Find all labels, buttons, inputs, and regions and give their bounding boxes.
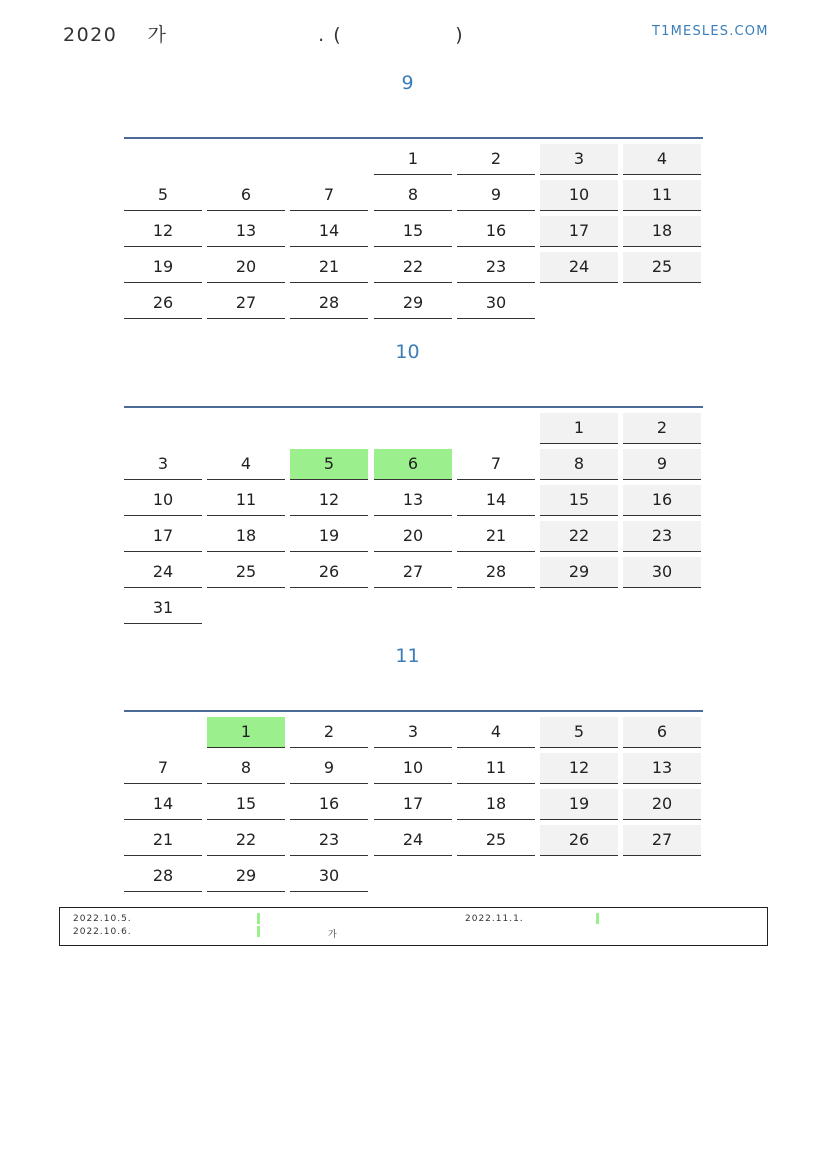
day-cell[interactable]: 6 <box>207 180 285 211</box>
week-row <box>124 820 703 856</box>
empty-day-cell <box>457 593 535 623</box>
day-cell[interactable]: 21 <box>457 521 535 552</box>
day-cell[interactable]: 19 <box>540 789 618 820</box>
month-title: 9 <box>401 72 414 94</box>
day-cell[interactable]: 17 <box>540 216 618 247</box>
day-cell[interactable]: 4 <box>207 449 285 480</box>
day-cell[interactable]: 18 <box>457 789 535 820</box>
week-row <box>124 784 703 820</box>
legend-date-1: 2022.10.5. <box>73 914 132 924</box>
empty-day-cell <box>207 144 285 174</box>
brand-link[interactable]: T1MESLES.COM <box>652 24 769 39</box>
day-cell[interactable]: 25 <box>207 557 285 588</box>
day-cell[interactable]: 23 <box>623 521 701 552</box>
day-cell[interactable]: 18 <box>623 216 701 247</box>
day-cell[interactable]: 24 <box>124 557 202 588</box>
day-cell[interactable]: 25 <box>623 252 701 283</box>
empty-day-cell <box>290 593 368 623</box>
empty-day-cell <box>540 861 618 891</box>
empty-day-cell <box>623 861 701 891</box>
month-calendar <box>124 710 703 892</box>
week-row <box>124 552 703 588</box>
day-cell[interactable]: 28 <box>124 861 202 892</box>
day-cell[interactable]: 27 <box>374 557 452 588</box>
holiday-marker-icon <box>257 913 260 924</box>
day-cell[interactable]: 8 <box>540 449 618 480</box>
day-cell[interactable]: 10 <box>124 485 202 516</box>
day-cell[interactable]: 27 <box>623 825 701 856</box>
day-cell[interactable]: 13 <box>207 216 285 247</box>
legend-text-2: 가 <box>328 930 338 940</box>
day-cell[interactable]: 1 <box>374 144 452 175</box>
day-cell[interactable]: 23 <box>457 252 535 283</box>
day-cell[interactable]: 13 <box>374 485 452 516</box>
holiday-marker-icon <box>257 926 260 937</box>
day-cell[interactable]: 28 <box>290 288 368 319</box>
day-cell[interactable]: 3 <box>540 144 618 175</box>
week-row <box>124 139 703 175</box>
empty-day-cell <box>207 593 285 623</box>
week-row <box>124 748 703 784</box>
week-row <box>124 516 703 552</box>
day-cell[interactable]: 27 <box>207 288 285 319</box>
day-cell[interactable]: 4 <box>623 144 701 175</box>
empty-day-cell <box>457 413 535 443</box>
day-cell[interactable]: 24 <box>540 252 618 283</box>
legend-date-2: 2022.10.6. <box>73 927 132 937</box>
day-cell[interactable]: 15 <box>540 485 618 516</box>
week-row <box>124 283 703 319</box>
day-cell[interactable]: 8 <box>374 180 452 211</box>
day-cell[interactable]: 30 <box>623 557 701 588</box>
holiday-legend <box>59 907 768 946</box>
empty-day-cell <box>540 593 618 623</box>
day-cell[interactable]: 6 <box>623 717 701 748</box>
day-cell[interactable]: 2 <box>457 144 535 175</box>
day-cell[interactable]: 7 <box>124 753 202 784</box>
empty-day-cell <box>124 413 202 443</box>
day-cell[interactable]: 25 <box>457 825 535 856</box>
day-cell[interactable]: 29 <box>207 861 285 892</box>
day-cell[interactable]: 3 <box>374 717 452 748</box>
day-cell[interactable]: 30 <box>457 288 535 319</box>
holiday-day-cell[interactable]: 1 <box>207 717 285 748</box>
day-cell[interactable]: 17 <box>374 789 452 820</box>
empty-day-cell <box>374 861 452 891</box>
week-row <box>124 444 703 480</box>
day-cell[interactable]: 12 <box>540 753 618 784</box>
day-cell[interactable]: 26 <box>540 825 618 856</box>
day-cell[interactable]: 11 <box>207 485 285 516</box>
day-cell[interactable]: 18 <box>207 521 285 552</box>
page-header-title: 2020 가 . ( ) <box>63 24 465 46</box>
day-cell[interactable]: 16 <box>623 485 701 516</box>
day-cell[interactable]: 1 <box>540 413 618 444</box>
day-cell[interactable]: 3 <box>124 449 202 480</box>
day-cell[interactable]: 23 <box>290 825 368 856</box>
empty-day-cell <box>374 413 452 443</box>
month-title: 11 <box>395 645 420 667</box>
day-cell[interactable]: 2 <box>290 717 368 748</box>
day-cell[interactable]: 22 <box>540 521 618 552</box>
day-cell[interactable]: 10 <box>374 753 452 784</box>
day-cell[interactable]: 12 <box>124 216 202 247</box>
day-cell[interactable]: 16 <box>290 789 368 820</box>
empty-day-cell <box>290 413 368 443</box>
holiday-day-cell[interactable]: 5 <box>290 449 368 480</box>
day-cell[interactable]: 5 <box>540 717 618 748</box>
empty-day-cell <box>374 593 452 623</box>
day-cell[interactable]: 30 <box>290 861 368 892</box>
day-cell[interactable]: 21 <box>124 825 202 856</box>
day-cell[interactable]: 17 <box>124 521 202 552</box>
week-row <box>124 211 703 247</box>
day-cell[interactable]: 29 <box>374 288 452 319</box>
day-cell[interactable]: 9 <box>290 753 368 784</box>
empty-day-cell <box>457 861 535 891</box>
day-cell[interactable]: 29 <box>540 557 618 588</box>
day-cell[interactable]: 13 <box>623 753 701 784</box>
day-cell[interactable]: 20 <box>207 252 285 283</box>
empty-day-cell <box>124 144 202 174</box>
month-title: 10 <box>395 341 420 363</box>
day-cell[interactable]: 26 <box>124 288 202 319</box>
day-cell[interactable]: 31 <box>124 593 202 624</box>
day-cell[interactable]: 14 <box>457 485 535 516</box>
day-cell[interactable]: 11 <box>623 180 701 211</box>
day-cell[interactable]: 15 <box>374 216 452 247</box>
day-cell[interactable]: 28 <box>457 557 535 588</box>
empty-day-cell <box>124 717 202 747</box>
day-cell[interactable]: 14 <box>124 789 202 820</box>
day-cell[interactable]: 7 <box>457 449 535 480</box>
day-cell[interactable]: 20 <box>623 789 701 820</box>
day-cell[interactable]: 12 <box>290 485 368 516</box>
day-cell[interactable]: 16 <box>457 216 535 247</box>
day-cell[interactable]: 21 <box>290 252 368 283</box>
day-cell[interactable]: 22 <box>374 252 452 283</box>
week-row <box>124 247 703 283</box>
day-cell[interactable]: 20 <box>374 521 452 552</box>
day-cell[interactable]: 22 <box>207 825 285 856</box>
day-cell[interactable]: 9 <box>623 449 701 480</box>
week-row <box>124 588 703 624</box>
empty-day-cell <box>207 413 285 443</box>
month-calendar <box>124 406 703 624</box>
day-cell[interactable]: 10 <box>540 180 618 211</box>
day-cell[interactable]: 7 <box>290 180 368 211</box>
legend-date-3: 2022.11.1. <box>465 914 524 924</box>
day-cell[interactable]: 14 <box>290 216 368 247</box>
week-row <box>124 408 703 444</box>
holiday-day-cell[interactable]: 6 <box>374 449 452 480</box>
month-calendar <box>124 137 703 319</box>
day-cell[interactable]: 19 <box>124 252 202 283</box>
week-row <box>124 712 703 748</box>
day-cell[interactable]: 26 <box>290 557 368 588</box>
week-row <box>124 856 703 892</box>
day-cell[interactable]: 15 <box>207 789 285 820</box>
day-cell[interactable]: 5 <box>124 180 202 211</box>
day-cell[interactable]: 8 <box>207 753 285 784</box>
day-cell[interactable]: 24 <box>374 825 452 856</box>
empty-day-cell <box>623 288 701 318</box>
holiday-marker-icon <box>596 913 599 924</box>
empty-day-cell <box>623 593 701 623</box>
day-cell[interactable]: 2 <box>623 413 701 444</box>
week-row <box>124 175 703 211</box>
empty-day-cell <box>540 288 618 318</box>
day-cell[interactable]: 19 <box>290 521 368 552</box>
week-row <box>124 480 703 516</box>
empty-day-cell <box>290 144 368 174</box>
day-cell[interactable]: 11 <box>457 753 535 784</box>
day-cell[interactable]: 4 <box>457 717 535 748</box>
day-cell[interactable]: 9 <box>457 180 535 211</box>
